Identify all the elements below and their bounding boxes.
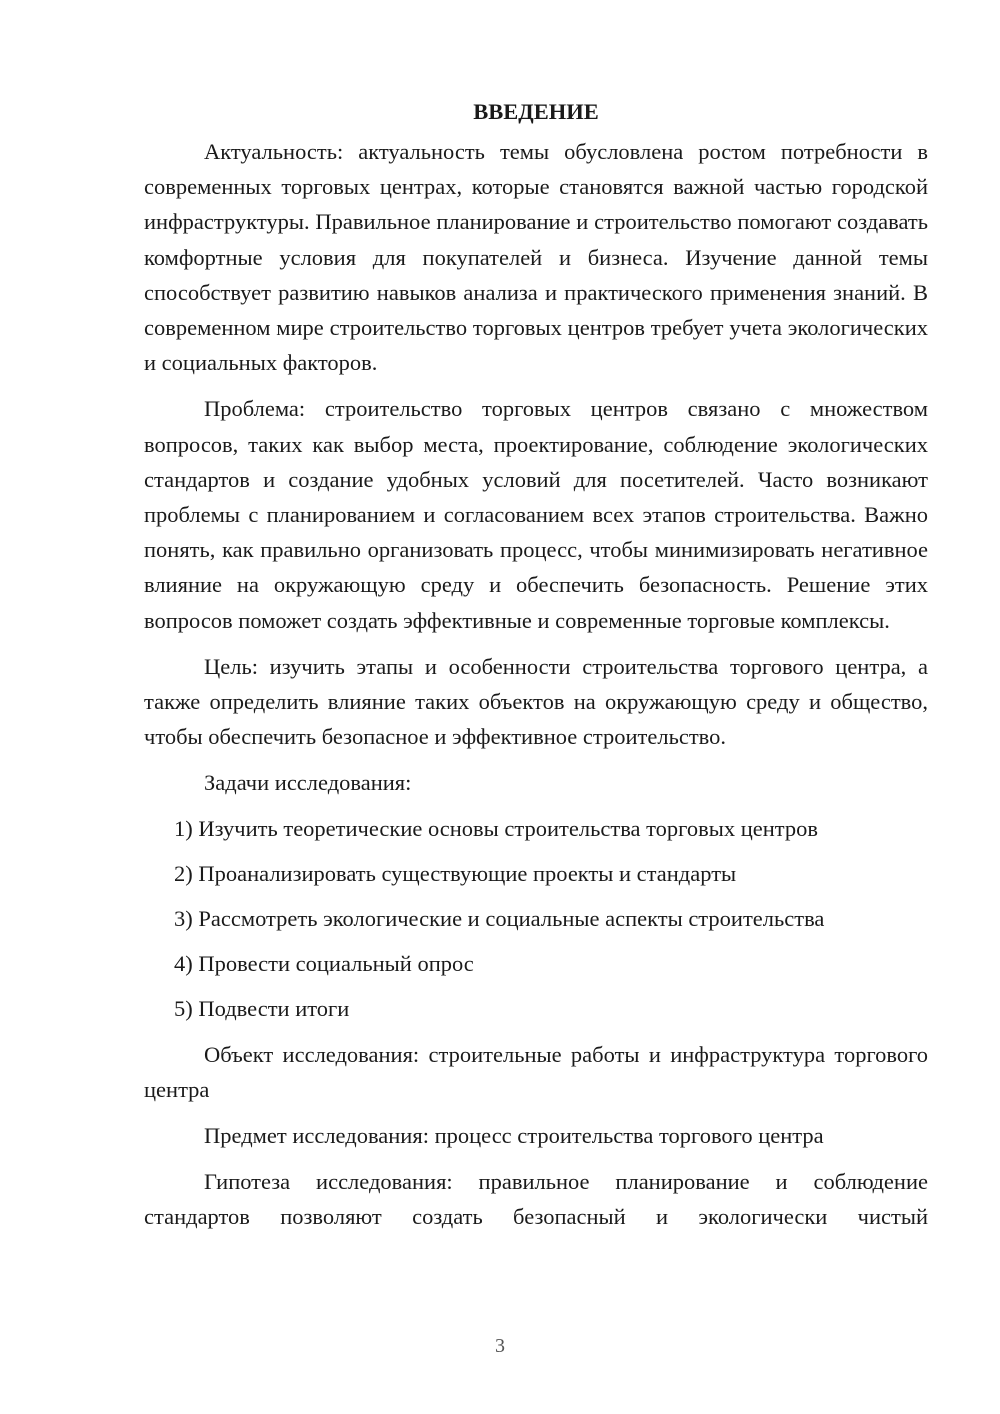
paragraph-object: Объект исследования: строительные работы и инфраструктура торгового центра: [144, 1041, 928, 1102]
list-item: 5) Подвести итоги: [174, 996, 350, 1022]
page-content: [144, 92, 928, 1246]
paragraph-problem: Проблема: строительство торговых центров связано с множеством вопросов, таких как выбор места, проектирование, соблюдение экологических стандартов и создание удобных условий для посетителей. Часто возникают проблемы с планированием и согласованием всех этапов строительства. Важно понять, как правильно организовать процесс, чтобы минимизировать негативное влияние на окружающую среду и обеспечить безопасность. Решение этих вопросов поможет создать эффективные и современные торговые комплексы.: [144, 396, 928, 633]
list-item: 2) Проанализировать существующие проекты и стандарты: [174, 860, 737, 886]
paragraph-hypothesis: Гипотеза исследования: правильное планирование и соблюдение стандартов позволяют создать безопасный и экологически чистый: [144, 1169, 928, 1230]
page-title: ВВЕДЕНИЕ: [473, 99, 599, 124]
paragraph-goal: Цель: изучить этапы и особенности строительства торгового центра, а также определить влияние таких объектов на окружающую среду и общество, чтобы обеспечить безопасное и эффективное строительство.: [144, 653, 928, 750]
list-item: 4) Провести социальный опрос: [174, 951, 474, 977]
tasks-label: Задачи исследования:: [204, 770, 412, 796]
tasks-list: [144, 811, 928, 1027]
list-item: 1) Изучить теоретические основы строительства торговых центров: [174, 815, 818, 841]
list-item: 3) Рассмотреть экологические и социальные аспекты строительства: [174, 906, 825, 932]
page-number: 3: [495, 1335, 505, 1357]
paragraph-relevance: Актуальность: актуальность темы обусловлена ростом потребности в современных торговых центрах, которые становятся важной частью городской инфраструктуры. Правильное планирование и строительство помогают создавать комфортные условия для покупателей и бизнеса. Изучение данной темы способствует развитию навыков анализа и практического применения знаний. В современном мире строительство торговых центров требует учета экологических и социальных факторов.: [144, 139, 928, 376]
paragraph-subject: Предмет исследования: процесс строительства торгового центра: [204, 1123, 824, 1149]
